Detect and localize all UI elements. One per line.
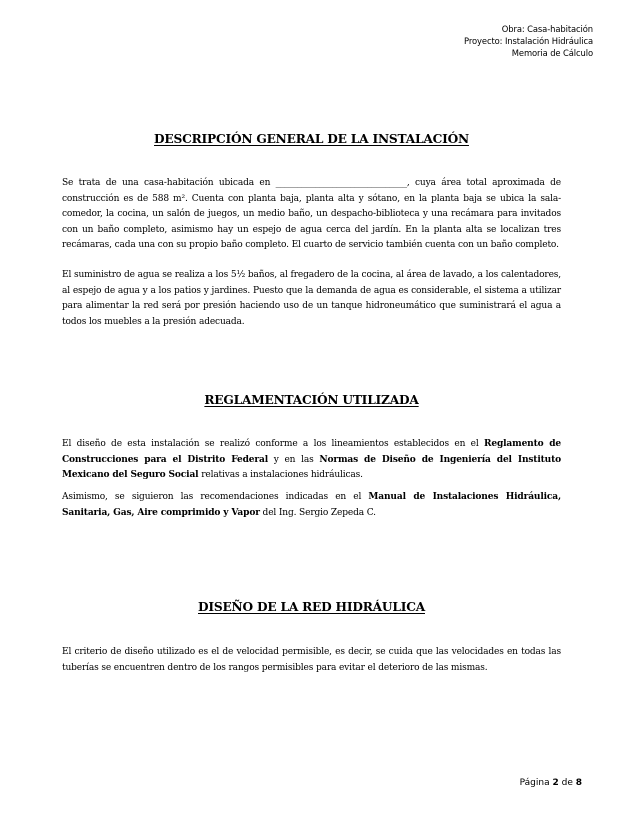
network-design-paragraph: El criterio de diseño utilizado es el de velocidad permisible, es decir, se cuida que las velocidades en todas las tuberías se encuentren dentro de los rangos permisibles para evitar el deterioro de las mismas. — [62, 647, 561, 673]
regulations-text: El diseño de esta instalación se realizó conforme a los lineamientos establecidos en el — [62, 439, 484, 449]
regulations-text: y en las — [268, 454, 320, 465]
description-paragraph-1: Se trata de una casa-habitación ubicada en ______________________________, cuya área total aproximada de construcción es de 588 m². Cuenta con planta baja, planta alta y sótano, en la planta baja se ubica la sala-comedor, la cocina, un salón de juegos, un medio baño, un despacho-biblioteca y una recámara para invitados con un baño completo, asimismo hay un espejo de agua cerca del jardín. En la planta alta se localizan tres recámaras, cada una con su propio baño completo. El cuarto de servicio también cuenta con un baño completo. — [62, 178, 561, 250]
regulations-paragraph-2 — [62, 490, 561, 521]
regulations-text: relativas a instalaciones hidráulicas. — [198, 470, 363, 480]
section-title-regulations: REGLAMENTACIÓN UTILIZADA — [204, 393, 419, 407]
regulation-name: Reglamento de Construcciones para el Distrito Federal — [62, 439, 561, 465]
header-project-line: Proyecto: Instalación Hidráulica — [464, 36, 593, 46]
regulations-text: del Ing. Sergio Zepeda C. — [259, 507, 376, 518]
regulations-paragraph-1 — [62, 437, 561, 484]
header-work-line: Obra: Casa-habitación — [501, 24, 593, 34]
section-title-network-design: DISEÑO DE LA RED HIDRÁULICA — [198, 600, 425, 614]
total-pages-number: 8 — [575, 778, 582, 788]
standards-name: Normas de Diseño de Ingeniería del Instituto Mexicano del Seguro Social — [62, 454, 561, 480]
section-title-description: DESCRIPCIÓN GENERAL DE LA INSTALACIÓN — [154, 132, 469, 146]
page-label: Página — [519, 778, 553, 788]
regulations-text: Asimismo, se siguieron las recomendaciones indicadas en el — [62, 492, 369, 502]
page-header — [273, 23, 593, 59]
header-memo-line: Memoria de Cálculo — [511, 48, 593, 58]
description-paragraph-2: El suministro de agua se realiza a los 5½ baños, al fregadero de la cocina, al área de lavado, a los calentadores, al espejo de agua y a los patios y jardines. Puesto que la demanda de agua es considerable, el sistema a utilizar para alimentar la red será por presión haciendo uso de un tanque hidroneumático que suministrará el agua a todos los muebles a la presión adecuada. — [62, 270, 561, 327]
page-footer — [520, 778, 582, 788]
current-page-number: 2 — [552, 778, 559, 788]
page-of-label: de — [558, 778, 576, 788]
manual-name: Manual de Instalaciones Hidráulica, Sanitaria, Gas, Aire comprimido y Vapor — [62, 492, 562, 518]
